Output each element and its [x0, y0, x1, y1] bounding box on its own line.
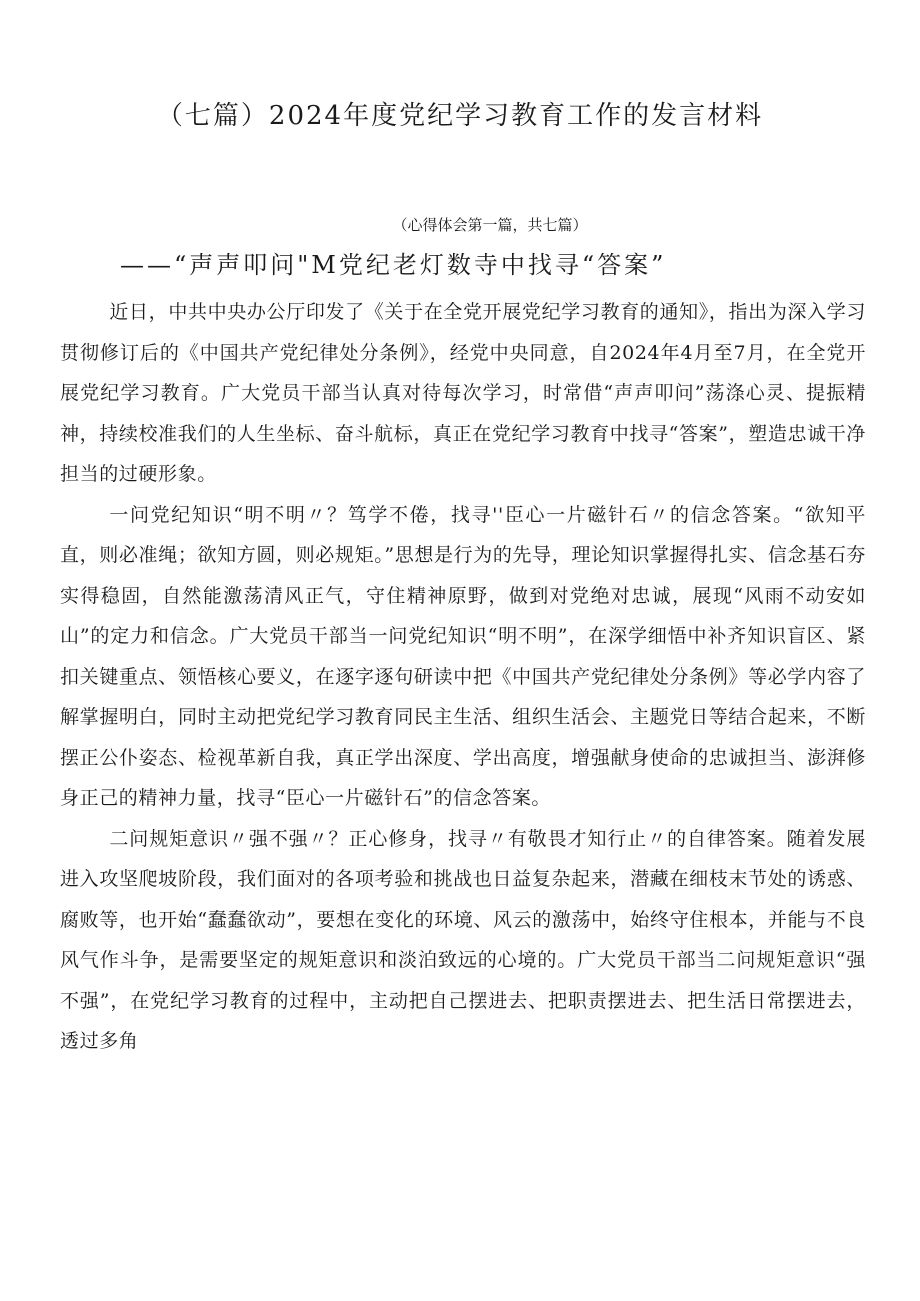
paragraph-intro: 近日，中共中央办公厅印发了《关于在全党开展党纪学习教育的通知》，指出为深入学习贯彻修订后的《中国共产党纪律处分条例》，经党中央同意，自2024年4月至7月，在全党开展党纪学习教育。广大党员干部当认真对待每次学习，时常借“声声叩问”荡涤心灵、提振精神，持续校准我们的人生坐标、奋斗航标，真正在党纪学习教育中找寻“答案”，塑造忠诚干净担当的过硬形象。 [60, 301, 866, 485]
article-subtitle: ——“声声叩问"M党纪老灯数寺中找寻“答案” [120, 251, 667, 279]
document-title: （七篇）2024年度党纪学习教育工作的发言材料 [156, 101, 764, 131]
paragraph-second-question: 二问规矩意识〃强不强〃？正心修身，找寻〃有敬畏才知行止〃的自律答案。随着发展进入攻坚爬坡阶段，我们面对的各项考验和挑战也日益复杂起来，潜藏在细枝末节处的诱惑、腐败等，也开始“蠢蠢欲动”，要想在变化的环境、风云的激荡中，始终守住根本，并能与不良风气作斗争，是需要坚定的规矩意识和淡泊致远的心境的。广大党员干部当二问规矩意识“强不强”，在党纪学习教育的过程中，主动把自己摆进去、把职责摆进去、把生活日常摆进去，透过多角 [60, 827, 866, 1052]
paragraph-first-question: 一问党纪知识“明不明〃？笃学不倦，找寻''臣心一片磁针石〃的信念答案。“欲知平直，则必准绳；欲知方圆，则必规矩。”思想是行为的先导，理论知识掌握得扎实、信念基石夯实得稳固，自然能激荡清风正气，守住精神原野，做到对党绝对忠诚，展现“风雨不动安如山”的定力和信念。广大党员干部当一问党纪知识“明不明”，在深学细悟中补齐知识盲区、紧扣关键重点、领悟核心要义，在逐字逐句研读中把《中国共产党纪律处分条例》等必学内容了解掌握明白，同时主动把党纪学习教育同民主生活、组织生活会、主题党日等结合起来，不断摆正公仆姿态、检视革新自我，真正学出深度、学出高度，增强献身使命的忠诚担当、澎湃修身正己的精神力量，找寻“臣心一片磁针石”的信念答案。 [60, 503, 866, 809]
document-body [60, 292, 866, 1062]
article-note: （心得体会第一篇，共七篇） [392, 216, 588, 234]
